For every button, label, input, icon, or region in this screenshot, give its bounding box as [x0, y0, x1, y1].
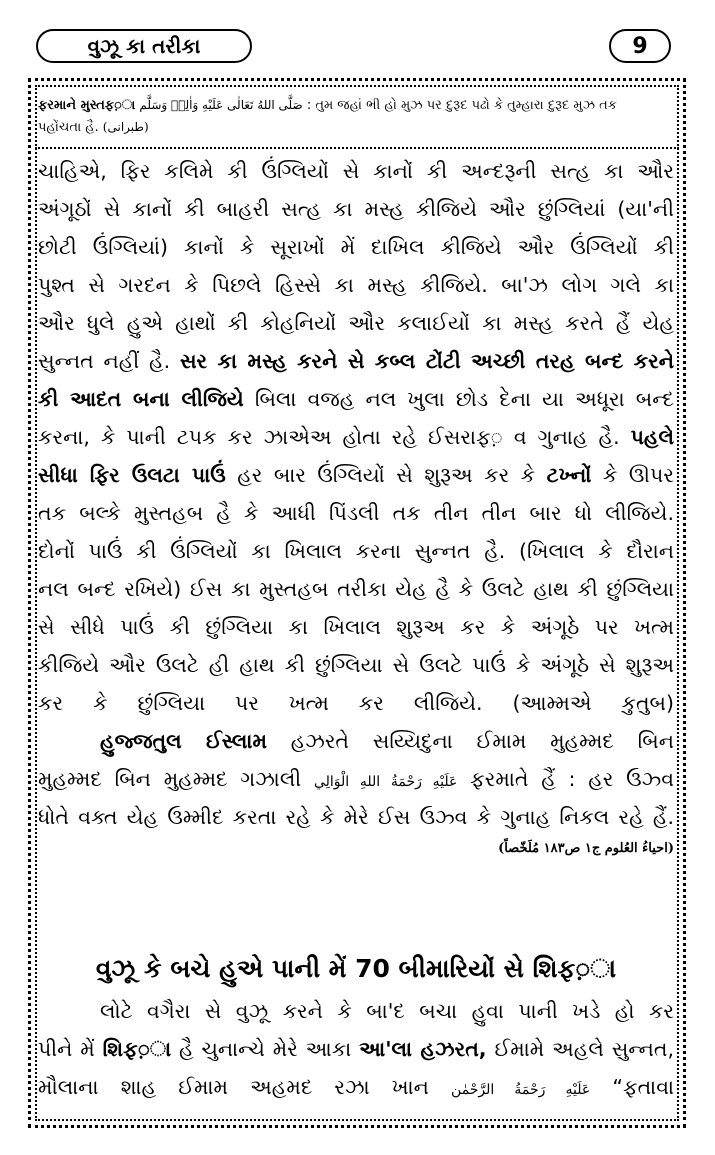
body-line: દોનોં પાઉં કી ઉંગ્લિયોં કા ખિલાલ કરના સુન્નત હૈ. (ખિલાલ કે દૌરાન [38, 539, 674, 563]
top-note-line-2 [38, 117, 149, 138]
body-line: લોટે વગૈરા સે વુઝૂ કરને કે બા'દ બચા હુવા પાની ખડે હો કર [100, 999, 674, 1023]
top-note-divider [35, 147, 679, 149]
top-note-text-2: પહોંચતા હૈ. [38, 120, 99, 135]
top-note-text: : તુમ જહાં ભી હો મુઝ પર દુરૂદ પઢો કે તુમ્હારા દુરૂદ મુઝ તક [306, 98, 617, 113]
body-line-16 [100, 722, 674, 760]
text-bold: સીધા ફિર ઉલટા પાઉં [38, 463, 226, 487]
section-heading: વુઝૂ કે બચે હુએ પાની મેં 70 બીમારિયોં સે શિફ़ા [95, 954, 617, 983]
body-line-17 [38, 760, 674, 798]
text-normal: હર બાર ઉંગ્લિયોં સે શુરૂઅ કર કે [237, 463, 536, 487]
top-note-prefix: ફરમાને મુસ્તફ़ા [38, 98, 136, 113]
page-number [609, 29, 671, 63]
text-normal: ઈમામે અહલે સુન્નત, [494, 1037, 674, 1061]
top-note-ref: (طبرانی) [102, 120, 149, 134]
text-bold: શિફ़ા [102, 1037, 172, 1061]
text-normal: કે ઊપર [602, 463, 674, 487]
body-line: ધોતે વક્ત યેહ ઉમ્મીદ કરતા રહે કે મેરે ઈસ ઉઝ્વ કે ગુનાહ નિકલ રહે હૈં. [38, 805, 674, 829]
body-line: પુશ્ત સે ગરદન કે પિછલે હિસ્સે કા મસ્હ કીજિયે. બા'ઝ લોગ ગલે કા [38, 273, 674, 297]
body-line-15 [38, 684, 674, 722]
page-number-text: 9 [632, 33, 648, 59]
top-note-line-1 [38, 95, 617, 116]
text-normal: “ફતાવા [612, 1075, 674, 1099]
text-normal: ફરમાતે હૈં : હર ઉઝ્વ [470, 767, 674, 791]
text-bold: સર કા મસ્હ કરને સે કબ્લ ટોંટી અચ્છી તરહ બન્દ કરને [179, 349, 674, 373]
text-bold: પહલે [630, 425, 674, 449]
text-bold: હુજ્જતુલ ઈસ્લામ [100, 729, 267, 753]
text-normal: કરના, કે પાની ટપક કર ઝાએઅ હોતા રહે ઈસરાફ़ વ ગુનાહ હૈ. [38, 425, 620, 449]
arabic-honorific: عَلَيْهِ رَحْمَةُ الرَّحْمٰن [451, 1082, 591, 1098]
body-line-sec3 [38, 1068, 674, 1106]
body-line: નલ બન્દ રખિયે) ઈસ કા મુસ્તહબ તરીકા યેહ હૈ કે ઉલટે હાથ કી છુંગ્લિયા [38, 577, 674, 601]
text-normal: બિલા વજહ નલ ખુલા છોડ દેના યા અધૂરા બન્દ [254, 387, 674, 411]
text-normal: પીને મેં [38, 1037, 95, 1061]
chapter-title-text: વુઝૂ કા તરીકા [87, 34, 201, 58]
text-bold: ટખ્નોં [546, 463, 592, 487]
text-normal: કર કે છુંગ્લિયા પર ખત્મ કર લીજિયે. [38, 691, 483, 715]
body-line: છોટી ઉંગ્લિયાં) કાનોં કે સૂરાખોં મેં દાખિલ કીજિયે ઔર ઉંગ્લિયોં કી [38, 235, 674, 259]
body-line-sec2 [38, 1030, 674, 1068]
arabic-honorific: عَلَيْهِ رَحْمَةُ اللهِ الْوَالِي [313, 774, 458, 790]
body-line: તક બલ્કે મુસ્તહબ હૈ કે આધી પિંડલી તક તીન તીન બાર ધો લીજિયે. [38, 501, 674, 525]
body-line: કીજિયે ઔર ઉલટે હી હાથ કી છુંગ્લિયા સે ઉલટે પાઉં કે અંગૂઠે સે શુરૂઅ [38, 653, 674, 677]
text-normal: મૌલાના શાહ ઈમામ અહમદ રઝા ખાન [38, 1075, 429, 1099]
text-bold: કી આદત બના લીજિયે [38, 387, 244, 411]
text-normal: સુન્નત નહીં હૈ. [38, 349, 171, 373]
arabic-reference-text: (احیاءُ العُلوم ج١ ص١٨٣ مُلَخّصاً) [498, 841, 674, 856]
text-normal: હૈ ચુનાન્ચે મેરે આકા [179, 1037, 352, 1061]
top-note-arabic: صَلَّى اللهُ تَعَالٰى عَلَيْهِ وَاٰلِهٖ وَسَلَّم [139, 98, 303, 112]
chapter-title [36, 29, 252, 63]
arabic-reference [38, 830, 674, 860]
body-line-8 [38, 418, 674, 456]
citation: (આમ્મએ કુતુબ) [512, 691, 674, 715]
body-line: ચાહિએ, ફિર કલિમે કી ઉંગ્લિયોં સે કાનોં કી અન્દરૂની સત્હ કા ઔર [38, 159, 674, 183]
body-line-7 [38, 380, 674, 418]
body-line-6 [38, 342, 674, 380]
top-note [38, 92, 674, 147]
text-normal: મુહમ્મદ બિન મુહમ્મદ ગઝાલી [38, 767, 302, 791]
body-line-9 [38, 456, 674, 494]
body-line: અંગૂઠોં સે કાનોં કી બાહરી સત્હ કા મસ્હ કીજિયે ઔર છુંગ્લિયાં (યા'ની [38, 197, 674, 221]
text-normal: હઝરતે સય્યિદુના ઈમામ મુહમ્મદ બિન [290, 729, 674, 753]
body-line: સે સીધે પાઉં કી છુંગ્લિયા કા ખિલાલ શુરૂઅ કર કે અંગૂઠે પર ખત્મ [38, 615, 674, 639]
body-line: ઔર ધુલે હુએ હાથોં કી કોહનિયોં ઔર કલાઈયોં કા મસ્હ કરતે હૈં યેહ [38, 311, 674, 335]
text-bold: આ'લા હઝરત, [359, 1037, 487, 1061]
